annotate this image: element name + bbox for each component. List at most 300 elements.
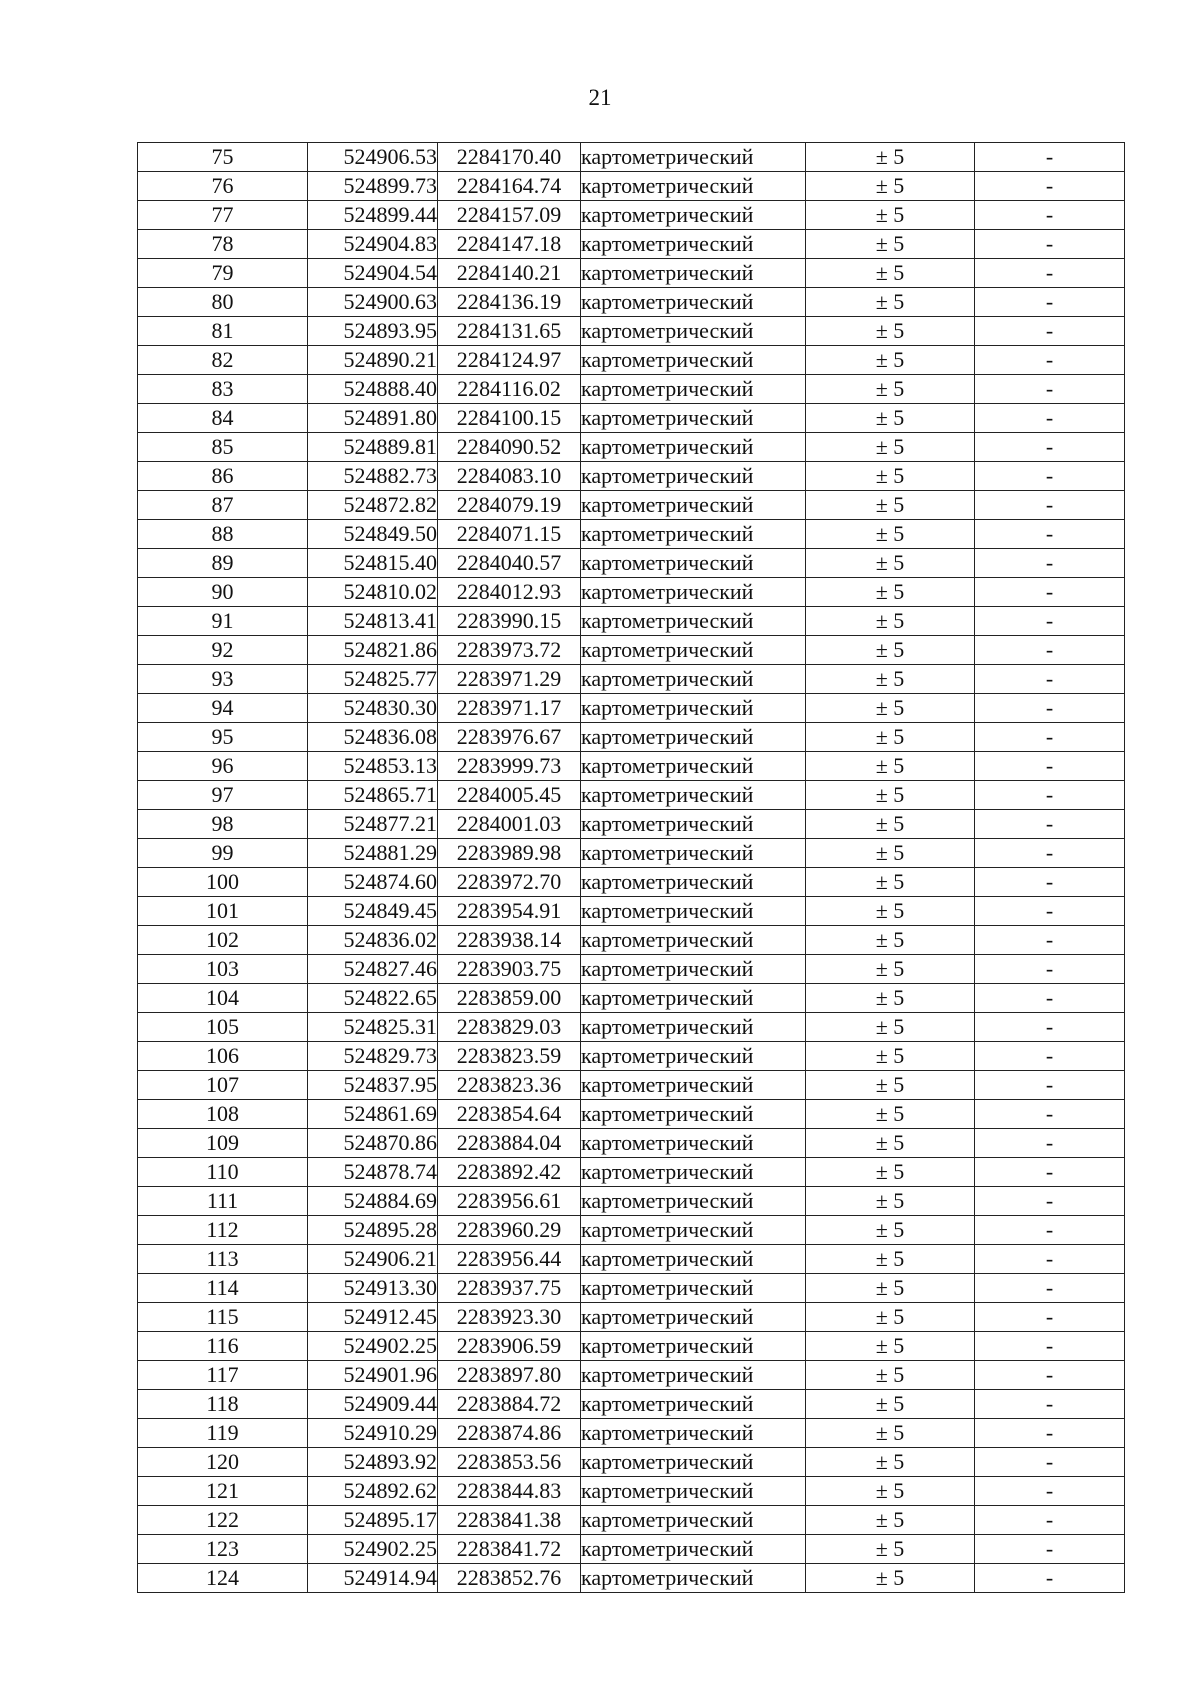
accuracy-cell: ± 5 — [806, 491, 975, 520]
y-coordinate-cell: 2284116.02 — [438, 375, 581, 404]
table-row — [138, 1419, 1125, 1448]
point-number-cell: 100 — [138, 868, 308, 897]
point-number-cell: 111 — [138, 1187, 308, 1216]
method-cell: картометрический — [581, 230, 806, 259]
y-coordinate-cell: 2283956.44 — [438, 1245, 581, 1274]
note-cell: - — [975, 143, 1125, 172]
note-cell: - — [975, 1390, 1125, 1419]
table-row — [138, 1013, 1125, 1042]
point-number-cell: 96 — [138, 752, 308, 781]
y-coordinate-cell: 2284124.97 — [438, 346, 581, 375]
page-number: 21 — [588, 85, 612, 110]
x-coordinate-cell: 524872.82 — [308, 491, 438, 520]
point-number-cell: 82 — [138, 346, 308, 375]
accuracy-cell: ± 5 — [806, 549, 975, 578]
table-row — [138, 1187, 1125, 1216]
y-coordinate-cell: 2284100.15 — [438, 404, 581, 433]
table-row — [138, 839, 1125, 868]
y-coordinate-cell: 2284170.40 — [438, 143, 581, 172]
y-coordinate-cell: 2284071.15 — [438, 520, 581, 549]
accuracy-cell: ± 5 — [806, 1477, 975, 1506]
note-cell: - — [975, 1013, 1125, 1042]
method-cell: картометрический — [581, 462, 806, 491]
table-row — [138, 752, 1125, 781]
point-number-cell: 120 — [138, 1448, 308, 1477]
y-coordinate-cell: 2283937.75 — [438, 1274, 581, 1303]
method-cell: картометрический — [581, 1100, 806, 1129]
accuracy-cell: ± 5 — [806, 1506, 975, 1535]
note-cell: - — [975, 259, 1125, 288]
table-row — [138, 317, 1125, 346]
x-coordinate-cell: 524815.40 — [308, 549, 438, 578]
method-cell: картометрический — [581, 1506, 806, 1535]
x-coordinate-cell: 524853.13 — [308, 752, 438, 781]
method-cell: картометрический — [581, 346, 806, 375]
x-coordinate-cell: 524889.81 — [308, 433, 438, 462]
method-cell: картометрический — [581, 752, 806, 781]
point-number-cell: 104 — [138, 984, 308, 1013]
accuracy-cell: ± 5 — [806, 955, 975, 984]
point-number-cell: 112 — [138, 1216, 308, 1245]
method-cell: картометрический — [581, 1129, 806, 1158]
note-cell: - — [975, 1100, 1125, 1129]
note-cell: - — [975, 404, 1125, 433]
table-row — [138, 1071, 1125, 1100]
point-number-cell: 92 — [138, 636, 308, 665]
note-cell: - — [975, 288, 1125, 317]
table-row — [138, 1129, 1125, 1158]
accuracy-cell: ± 5 — [806, 1419, 975, 1448]
accuracy-cell: ± 5 — [806, 433, 975, 462]
table-row — [138, 172, 1125, 201]
method-cell: картометрический — [581, 1535, 806, 1564]
x-coordinate-cell: 524892.62 — [308, 1477, 438, 1506]
accuracy-cell: ± 5 — [806, 230, 975, 259]
point-number-cell: 114 — [138, 1274, 308, 1303]
x-coordinate-cell: 524870.86 — [308, 1129, 438, 1158]
note-cell: - — [975, 1274, 1125, 1303]
x-coordinate-cell: 524821.86 — [308, 636, 438, 665]
method-cell: картометрический — [581, 549, 806, 578]
point-number-cell: 93 — [138, 665, 308, 694]
accuracy-cell: ± 5 — [806, 143, 975, 172]
table-row — [138, 1477, 1125, 1506]
x-coordinate-cell: 524813.41 — [308, 607, 438, 636]
x-coordinate-cell: 524891.80 — [308, 404, 438, 433]
method-cell: картометрический — [581, 1216, 806, 1245]
method-cell: картометрический — [581, 868, 806, 897]
accuracy-cell: ± 5 — [806, 317, 975, 346]
x-coordinate-cell: 524865.71 — [308, 781, 438, 810]
note-cell: - — [975, 636, 1125, 665]
accuracy-cell: ± 5 — [806, 346, 975, 375]
point-number-cell: 103 — [138, 955, 308, 984]
accuracy-cell: ± 5 — [806, 1013, 975, 1042]
accuracy-cell: ± 5 — [806, 201, 975, 230]
accuracy-cell: ± 5 — [806, 897, 975, 926]
x-coordinate-cell: 524913.30 — [308, 1274, 438, 1303]
note-cell: - — [975, 897, 1125, 926]
y-coordinate-cell: 2283990.15 — [438, 607, 581, 636]
y-coordinate-cell: 2283938.14 — [438, 926, 581, 955]
x-coordinate-cell: 524899.73 — [308, 172, 438, 201]
accuracy-cell: ± 5 — [806, 1216, 975, 1245]
y-coordinate-cell: 2284147.18 — [438, 230, 581, 259]
note-cell: - — [975, 694, 1125, 723]
y-coordinate-cell: 2284012.93 — [438, 578, 581, 607]
x-coordinate-cell: 524836.08 — [308, 723, 438, 752]
note-cell: - — [975, 1564, 1125, 1593]
method-cell: картометрический — [581, 520, 806, 549]
x-coordinate-cell: 524902.25 — [308, 1332, 438, 1361]
x-coordinate-cell: 524825.31 — [308, 1013, 438, 1042]
note-cell: - — [975, 665, 1125, 694]
note-cell: - — [975, 955, 1125, 984]
table-row — [138, 404, 1125, 433]
point-number-cell: 113 — [138, 1245, 308, 1274]
note-cell: - — [975, 1506, 1125, 1535]
accuracy-cell: ± 5 — [806, 288, 975, 317]
table-row — [138, 1042, 1125, 1071]
accuracy-cell: ± 5 — [806, 1245, 975, 1274]
note-cell: - — [975, 462, 1125, 491]
note-cell: - — [975, 752, 1125, 781]
accuracy-cell: ± 5 — [806, 607, 975, 636]
table-row — [138, 607, 1125, 636]
method-cell: картометрический — [581, 984, 806, 1013]
table-row — [138, 868, 1125, 897]
table-row — [138, 1506, 1125, 1535]
point-number-cell: 80 — [138, 288, 308, 317]
y-coordinate-cell: 2284157.09 — [438, 201, 581, 230]
y-coordinate-cell: 2284001.03 — [438, 810, 581, 839]
method-cell: картометрический — [581, 578, 806, 607]
point-number-cell: 124 — [138, 1564, 308, 1593]
x-coordinate-cell: 524810.02 — [308, 578, 438, 607]
point-number-cell: 99 — [138, 839, 308, 868]
accuracy-cell: ± 5 — [806, 1100, 975, 1129]
table-row — [138, 1245, 1125, 1274]
note-cell: - — [975, 1129, 1125, 1158]
note-cell: - — [975, 1158, 1125, 1187]
note-cell: - — [975, 1071, 1125, 1100]
note-cell: - — [975, 1042, 1125, 1071]
table-row — [138, 1274, 1125, 1303]
method-cell: картометрический — [581, 1448, 806, 1477]
x-coordinate-cell: 524904.83 — [308, 230, 438, 259]
method-cell: картометрический — [581, 810, 806, 839]
method-cell: картометрический — [581, 636, 806, 665]
point-number-cell: 95 — [138, 723, 308, 752]
method-cell: картометрический — [581, 926, 806, 955]
accuracy-cell: ± 5 — [806, 259, 975, 288]
accuracy-cell: ± 5 — [806, 1535, 975, 1564]
y-coordinate-cell: 2283972.70 — [438, 868, 581, 897]
accuracy-cell: ± 5 — [806, 1448, 975, 1477]
method-cell: картометрический — [581, 1390, 806, 1419]
point-number-cell: 90 — [138, 578, 308, 607]
point-number-cell: 118 — [138, 1390, 308, 1419]
note-cell: - — [975, 201, 1125, 230]
point-number-cell: 86 — [138, 462, 308, 491]
x-coordinate-cell: 524884.69 — [308, 1187, 438, 1216]
method-cell: картометрический — [581, 172, 806, 201]
note-cell: - — [975, 607, 1125, 636]
y-coordinate-cell: 2283960.29 — [438, 1216, 581, 1245]
note-cell: - — [975, 317, 1125, 346]
method-cell: картометрический — [581, 1042, 806, 1071]
method-cell: картометрический — [581, 491, 806, 520]
note-cell: - — [975, 926, 1125, 955]
note-cell: - — [975, 433, 1125, 462]
table-row — [138, 1361, 1125, 1390]
y-coordinate-cell: 2284164.74 — [438, 172, 581, 201]
y-coordinate-cell: 2283999.73 — [438, 752, 581, 781]
note-cell: - — [975, 1419, 1125, 1448]
x-coordinate-cell: 524877.21 — [308, 810, 438, 839]
accuracy-cell: ± 5 — [806, 1390, 975, 1419]
method-cell: картометрический — [581, 1564, 806, 1593]
accuracy-cell: ± 5 — [806, 1187, 975, 1216]
point-number-cell: 79 — [138, 259, 308, 288]
method-cell: картометрический — [581, 607, 806, 636]
accuracy-cell: ± 5 — [806, 1564, 975, 1593]
x-coordinate-cell: 524890.21 — [308, 346, 438, 375]
table-row — [138, 810, 1125, 839]
table-row — [138, 1158, 1125, 1187]
x-coordinate-cell: 524878.74 — [308, 1158, 438, 1187]
y-coordinate-cell: 2283829.03 — [438, 1013, 581, 1042]
y-coordinate-cell: 2283897.80 — [438, 1361, 581, 1390]
accuracy-cell: ± 5 — [806, 665, 975, 694]
note-cell: - — [975, 1245, 1125, 1274]
note-cell: - — [975, 172, 1125, 201]
point-number-cell: 110 — [138, 1158, 308, 1187]
accuracy-cell: ± 5 — [806, 636, 975, 665]
table-row — [138, 491, 1125, 520]
note-cell: - — [975, 868, 1125, 897]
point-number-cell: 106 — [138, 1042, 308, 1071]
table-row — [138, 462, 1125, 491]
y-coordinate-cell: 2283823.59 — [438, 1042, 581, 1071]
table-row — [138, 1303, 1125, 1332]
accuracy-cell: ± 5 — [806, 520, 975, 549]
method-cell: картометрический — [581, 404, 806, 433]
table-row — [138, 1216, 1125, 1245]
x-coordinate-cell: 524849.45 — [308, 897, 438, 926]
point-number-cell: 75 — [138, 143, 308, 172]
y-coordinate-cell: 2283923.30 — [438, 1303, 581, 1332]
table-row — [138, 636, 1125, 665]
accuracy-cell: ± 5 — [806, 1274, 975, 1303]
table-row — [138, 781, 1125, 810]
accuracy-cell: ± 5 — [806, 1332, 975, 1361]
note-cell: - — [975, 549, 1125, 578]
note-cell: - — [975, 1187, 1125, 1216]
x-coordinate-cell: 524900.63 — [308, 288, 438, 317]
table-row — [138, 955, 1125, 984]
note-cell: - — [975, 810, 1125, 839]
x-coordinate-cell: 524893.92 — [308, 1448, 438, 1477]
table-row — [138, 578, 1125, 607]
accuracy-cell: ± 5 — [806, 172, 975, 201]
point-number-cell: 76 — [138, 172, 308, 201]
table-row — [138, 259, 1125, 288]
y-coordinate-cell: 2283854.64 — [438, 1100, 581, 1129]
x-coordinate-cell: 524901.96 — [308, 1361, 438, 1390]
note-cell: - — [975, 578, 1125, 607]
y-coordinate-cell: 2283852.76 — [438, 1564, 581, 1593]
method-cell: картометрический — [581, 1274, 806, 1303]
y-coordinate-cell: 2283973.72 — [438, 636, 581, 665]
note-cell: - — [975, 984, 1125, 1013]
y-coordinate-cell: 2284090.52 — [438, 433, 581, 462]
method-cell: картометрический — [581, 955, 806, 984]
table-row — [138, 984, 1125, 1013]
x-coordinate-cell: 524906.53 — [308, 143, 438, 172]
note-cell: - — [975, 491, 1125, 520]
method-cell: картометрический — [581, 665, 806, 694]
accuracy-cell: ± 5 — [806, 723, 975, 752]
table-row — [138, 1564, 1125, 1593]
y-coordinate-cell: 2283892.42 — [438, 1158, 581, 1187]
accuracy-cell: ± 5 — [806, 1129, 975, 1158]
y-coordinate-cell: 2283976.67 — [438, 723, 581, 752]
accuracy-cell: ± 5 — [806, 810, 975, 839]
point-number-cell: 94 — [138, 694, 308, 723]
y-coordinate-cell: 2283956.61 — [438, 1187, 581, 1216]
point-number-cell: 123 — [138, 1535, 308, 1564]
note-cell: - — [975, 1332, 1125, 1361]
accuracy-cell: ± 5 — [806, 1303, 975, 1332]
table-row — [138, 433, 1125, 462]
point-number-cell: 77 — [138, 201, 308, 230]
table-row — [138, 230, 1125, 259]
accuracy-cell: ± 5 — [806, 694, 975, 723]
x-coordinate-cell: 524881.29 — [308, 839, 438, 868]
x-coordinate-cell: 524822.65 — [308, 984, 438, 1013]
point-number-cell: 81 — [138, 317, 308, 346]
method-cell: картометрический — [581, 1245, 806, 1274]
point-number-cell: 98 — [138, 810, 308, 839]
point-number-cell: 102 — [138, 926, 308, 955]
accuracy-cell: ± 5 — [806, 1071, 975, 1100]
y-coordinate-cell: 2283989.98 — [438, 839, 581, 868]
table-row — [138, 1535, 1125, 1564]
accuracy-cell: ± 5 — [806, 1158, 975, 1187]
point-number-cell: 122 — [138, 1506, 308, 1535]
x-coordinate-cell: 524893.95 — [308, 317, 438, 346]
y-coordinate-cell: 2283841.38 — [438, 1506, 581, 1535]
note-cell: - — [975, 375, 1125, 404]
note-cell: - — [975, 520, 1125, 549]
table-row — [138, 375, 1125, 404]
point-number-cell: 116 — [138, 1332, 308, 1361]
table-row — [138, 1332, 1125, 1361]
point-number-cell: 115 — [138, 1303, 308, 1332]
point-number-cell: 119 — [138, 1419, 308, 1448]
y-coordinate-cell: 2284131.65 — [438, 317, 581, 346]
y-coordinate-cell: 2284005.45 — [438, 781, 581, 810]
point-number-cell: 108 — [138, 1100, 308, 1129]
x-coordinate-cell: 524910.29 — [308, 1419, 438, 1448]
y-coordinate-cell: 2283823.36 — [438, 1071, 581, 1100]
method-cell: картометрический — [581, 723, 806, 752]
table-row — [138, 201, 1125, 230]
point-number-cell: 88 — [138, 520, 308, 549]
method-cell: картометрический — [581, 1303, 806, 1332]
table-row — [138, 694, 1125, 723]
x-coordinate-cell: 524909.44 — [308, 1390, 438, 1419]
x-coordinate-cell: 524829.73 — [308, 1042, 438, 1071]
table-row — [138, 723, 1125, 752]
note-cell: - — [975, 781, 1125, 810]
x-coordinate-cell: 524904.54 — [308, 259, 438, 288]
method-cell: картометрический — [581, 839, 806, 868]
x-coordinate-cell: 524830.30 — [308, 694, 438, 723]
y-coordinate-cell: 2283859.00 — [438, 984, 581, 1013]
method-cell: картометрический — [581, 433, 806, 462]
y-coordinate-cell: 2284140.21 — [438, 259, 581, 288]
accuracy-cell: ± 5 — [806, 926, 975, 955]
accuracy-cell: ± 5 — [806, 752, 975, 781]
point-number-cell: 109 — [138, 1129, 308, 1158]
method-cell: картометрический — [581, 694, 806, 723]
x-coordinate-cell: 524825.77 — [308, 665, 438, 694]
x-coordinate-cell: 524836.02 — [308, 926, 438, 955]
accuracy-cell: ± 5 — [806, 984, 975, 1013]
method-cell: картометрический — [581, 1013, 806, 1042]
table-row — [138, 520, 1125, 549]
accuracy-cell: ± 5 — [806, 1042, 975, 1071]
table-row — [138, 346, 1125, 375]
point-number-cell: 89 — [138, 549, 308, 578]
accuracy-cell: ± 5 — [806, 404, 975, 433]
y-coordinate-cell: 2284040.57 — [438, 549, 581, 578]
x-coordinate-cell: 524874.60 — [308, 868, 438, 897]
table-row — [138, 897, 1125, 926]
note-cell: - — [975, 346, 1125, 375]
coordinates-table-body — [138, 143, 1125, 1593]
point-number-cell: 101 — [138, 897, 308, 926]
x-coordinate-cell: 524888.40 — [308, 375, 438, 404]
method-cell: картометрический — [581, 897, 806, 926]
point-number-cell: 83 — [138, 375, 308, 404]
y-coordinate-cell: 2283884.04 — [438, 1129, 581, 1158]
table-row — [138, 1448, 1125, 1477]
point-number-cell: 87 — [138, 491, 308, 520]
method-cell: картометрический — [581, 781, 806, 810]
y-coordinate-cell: 2283844.83 — [438, 1477, 581, 1506]
y-coordinate-cell: 2283971.29 — [438, 665, 581, 694]
y-coordinate-cell: 2283903.75 — [438, 955, 581, 984]
method-cell: картометрический — [581, 259, 806, 288]
note-cell: - — [975, 230, 1125, 259]
method-cell: картометрический — [581, 201, 806, 230]
table-row — [138, 549, 1125, 578]
accuracy-cell: ± 5 — [806, 781, 975, 810]
point-number-cell: 85 — [138, 433, 308, 462]
accuracy-cell: ± 5 — [806, 1361, 975, 1390]
point-number-cell: 121 — [138, 1477, 308, 1506]
point-number-cell: 97 — [138, 781, 308, 810]
point-number-cell: 105 — [138, 1013, 308, 1042]
accuracy-cell: ± 5 — [806, 868, 975, 897]
table-row — [138, 1390, 1125, 1419]
method-cell: картометрический — [581, 1071, 806, 1100]
x-coordinate-cell: 524902.25 — [308, 1535, 438, 1564]
x-coordinate-cell: 524837.95 — [308, 1071, 438, 1100]
